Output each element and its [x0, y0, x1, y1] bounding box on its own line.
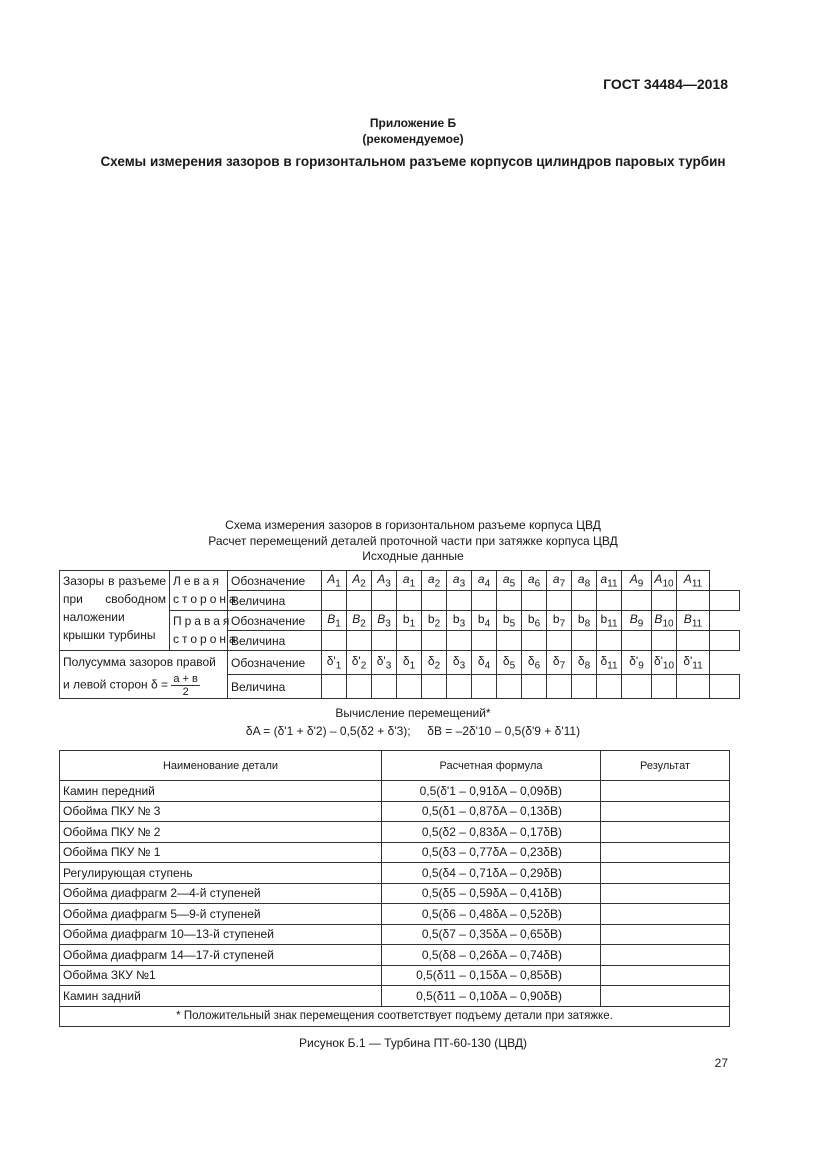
symbol-cell: $\delta'_1$	[322, 651, 347, 675]
standard-number: ГОСТ 34484—2018	[603, 76, 728, 92]
symbol-cell: $a_7$	[547, 571, 572, 591]
symbol-cell: $\delta_4$	[472, 651, 497, 675]
symbol-cell: $\delta'_2$	[347, 651, 372, 675]
symbol-cell: $A_3$	[372, 571, 397, 591]
input-data-caption: Исходные данные	[362, 549, 464, 563]
figure-caption: Рисунок Б.1 — Турбина ПТ-60-130 (ЦВД)	[299, 1036, 527, 1050]
symbol-cell: $\delta'_9$	[622, 651, 652, 675]
appendix-heading: Схемы измерения зазоров в горизонтальном разъеме корпусов цилиндров паровых турбин	[100, 154, 726, 169]
symbol-cell: $\delta_{11}$	[597, 651, 622, 675]
symbol-cell: $b_8$	[572, 611, 597, 631]
half-sum-label: Полусумма зазоров правой и левой сторон δ = $\frac{a + в}{2}$	[60, 651, 228, 699]
displacement-formulas	[0, 724, 826, 738]
header-part: Наименование детали	[60, 751, 382, 781]
symbol-cell: $b_5$	[497, 611, 522, 631]
designation-label: Обозначение	[228, 611, 322, 631]
left-side-label: Левая сторона	[170, 571, 228, 611]
symbol-cell: $A_{11}$	[677, 571, 710, 591]
symbol-cell: $\delta'_{10}$	[652, 651, 677, 675]
symbol-cell: $a_8$	[572, 571, 597, 591]
symbol-cell: $a_3$	[447, 571, 472, 591]
table-row: Обойма диафрагм 5—9-й ступеней 0,5(δ6 – 0,48δA – 0,52δB)	[60, 904, 730, 925]
symbol-cell: $B_1$	[322, 611, 347, 631]
symbol-cell: $A_9$	[622, 571, 652, 591]
symbol-cell: $B_2$	[347, 611, 372, 631]
symbol-cell: $b_4$	[472, 611, 497, 631]
appendix-title: Приложение Б	[369, 116, 457, 130]
symbol-cell: $\delta_6$	[522, 651, 547, 675]
value-label: Величина	[228, 591, 322, 611]
calc-caption: Расчет перемещений деталей проточной части при затяжке корпуса ЦВД	[208, 534, 618, 548]
designation-label: Обозначение	[228, 651, 322, 675]
symbol-cell: $\delta_2$	[422, 651, 447, 675]
table-footnote: * Положительный знак перемещения соответствует подъему детали при затяжке.	[60, 1006, 730, 1027]
symbol-cell: $B_{11}$	[677, 611, 710, 631]
input-data-table	[59, 570, 740, 699]
symbol-cell: $B_3$	[372, 611, 397, 631]
symbol-cell: $b_2$	[422, 611, 447, 631]
calc-title: Вычисление перемещений*	[335, 706, 491, 720]
formula-b: δB = –2δ'10 – 0,5(δ'9 + δ'11)	[427, 724, 581, 738]
table-row: Обойма диафрагм 10—13-й ступеней 0,5(δ7 – 0,35δA – 0,65δB)	[60, 924, 730, 945]
table-row: Обойма ПКУ № 1 0,5(δ3 – 0,77δA – 0,23δB)	[60, 842, 730, 863]
value-label: Величина	[228, 675, 322, 699]
page-number: 27	[714, 1056, 728, 1070]
table-row: Регулирующая ступень 0,5(δ4 – 0,71δA – 0,29δB)	[60, 863, 730, 884]
symbol-cell: $\delta_5$	[497, 651, 522, 675]
symbol-cell: $a_1$	[397, 571, 422, 591]
table-row: Обойма ПКУ № 3 0,5(δ1 – 0,87δA – 0,13δB)	[60, 801, 730, 822]
symbol-cell: $a_5$	[497, 571, 522, 591]
symbol-cell: $\delta_7$	[547, 651, 572, 675]
symbol-cell: $\delta'_3$	[372, 651, 397, 675]
symbol-cell: $\delta'_{11}$	[677, 651, 710, 675]
results-table	[59, 750, 730, 1027]
value-label: Величина	[228, 631, 322, 651]
symbol-cell: $a_2$	[422, 571, 447, 591]
appendix-subtitle: (рекомендуемое)	[362, 132, 464, 146]
symbol-cell: $b_7$	[547, 611, 572, 631]
symbol-cell: $a_4$	[472, 571, 497, 591]
table-row: Обойма диафрагм 14—17-й ступеней 0,5(δ8 – 0,26δA – 0,74δB)	[60, 945, 730, 966]
symbol-cell: $a_6$	[522, 571, 547, 591]
designation-label: Обозначение	[228, 571, 322, 591]
symbol-cell: $b_1$	[397, 611, 422, 631]
symbol-cell: $A_1$	[322, 571, 347, 591]
scheme-caption: Схема измерения зазоров в горизонтальном разъеме корпуса ЦВД	[225, 518, 601, 532]
symbol-cell: $\delta_1$	[397, 651, 422, 675]
symbol-cell: $b_{11}$	[597, 611, 622, 631]
symbol-cell: $A_{10}$	[652, 571, 677, 591]
symbol-cell: $\delta_3$	[447, 651, 472, 675]
formula-a: δA = (δ'1 + δ'2) – 0,5(δ2 + δ'3);	[245, 724, 411, 738]
symbol-cell: $B_{10}$	[652, 611, 677, 631]
symbol-cell: $A_2$	[347, 571, 372, 591]
table-row: Обойма ЗКУ №1 0,5(δ11 – 0,15δA – 0,85δB)	[60, 965, 730, 986]
header-formula: Расчетная формула	[382, 751, 601, 781]
symbol-cell: $\delta_8$	[572, 651, 597, 675]
table-row: Камин передний 0,5(δ'1 – 0,91δA – 0,09δB)	[60, 781, 730, 802]
symbol-cell: $b_3$	[447, 611, 472, 631]
symbol-cell: $b_6$	[522, 611, 547, 631]
header-result: Результат	[601, 751, 730, 781]
right-side-label: Правая сторона	[170, 611, 228, 651]
fraction: $\frac{a + в}{2}$	[173, 673, 198, 698]
table-row: Камин задний 0,5(δ11 – 0,10δA – 0,90δB)	[60, 986, 730, 1007]
symbol-cell: $a_{11}$	[597, 571, 622, 591]
table-row: Обойма диафрагм 2—4-й ступеней 0,5(δ5 – 0,59δA – 0,41δB)	[60, 883, 730, 904]
gaps-label: Зазоры в разъеме при свободном наложении крышки турбины	[60, 571, 170, 651]
table-row: Обойма ПКУ № 2 0,5(δ2 – 0,83δA – 0,17δB)	[60, 822, 730, 843]
symbol-cell: $B_9$	[622, 611, 652, 631]
